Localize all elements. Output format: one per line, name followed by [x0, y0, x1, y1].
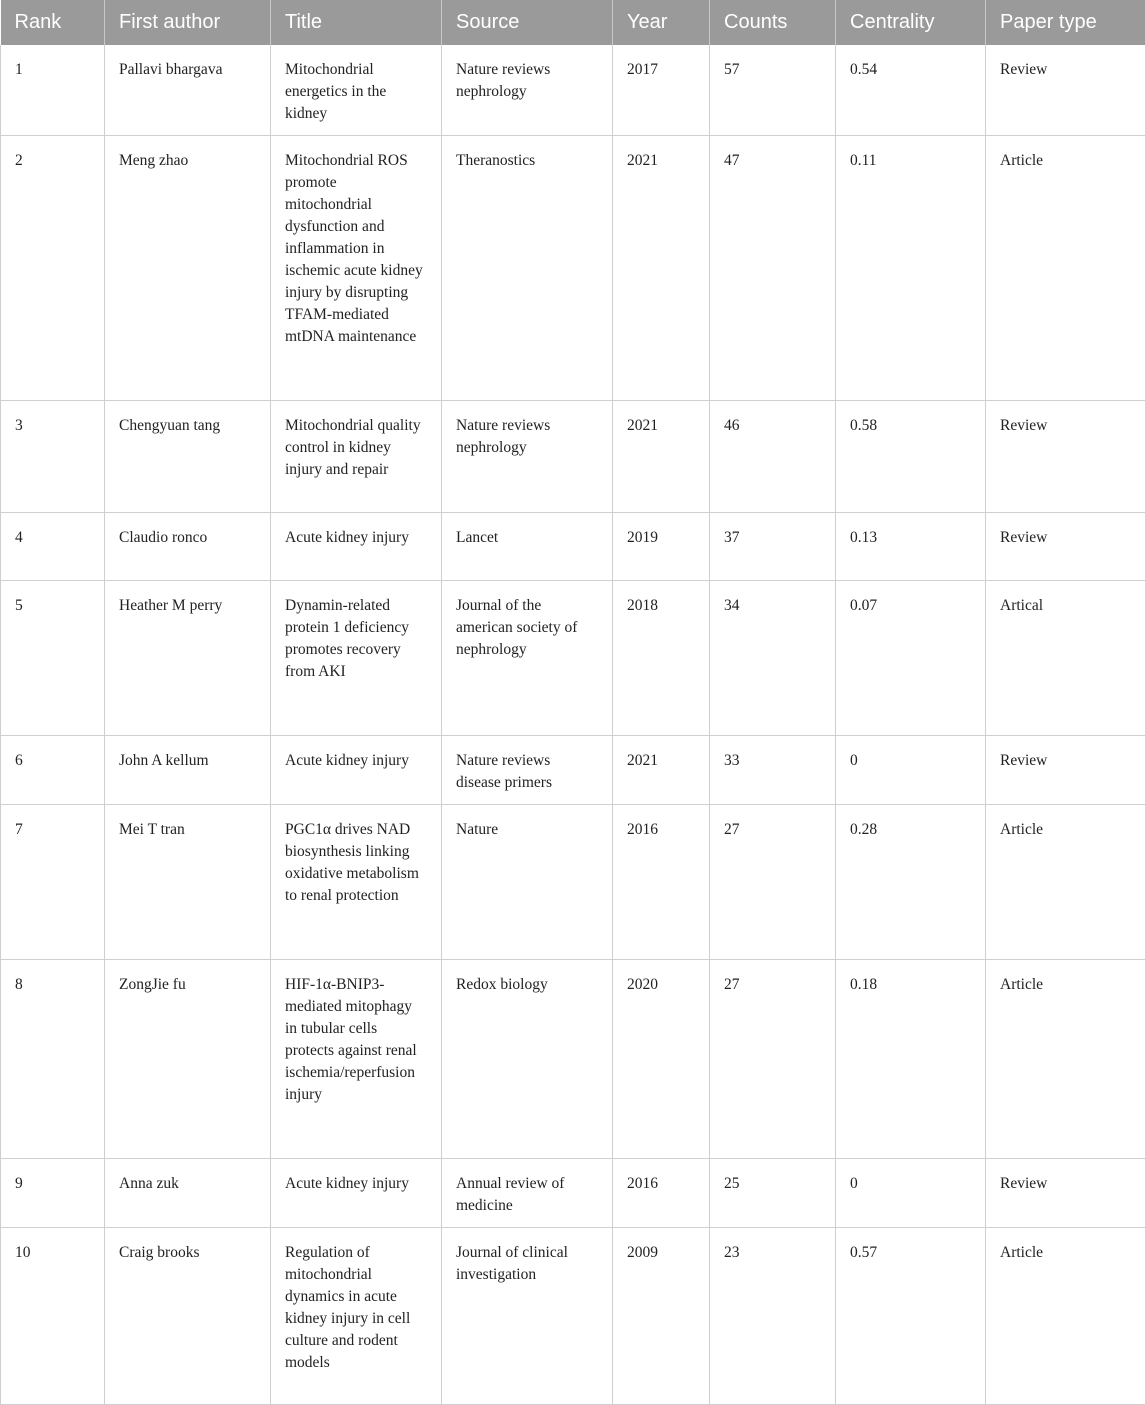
cell-paper-type: Review	[986, 401, 1145, 513]
cell-title: Acute kidney injury	[271, 513, 442, 581]
cell-centrality: 0	[836, 736, 986, 805]
table-body	[1, 45, 1145, 1405]
table-row	[1, 736, 1145, 805]
header-first-author: First author	[105, 0, 271, 45]
header-year: Year	[613, 0, 710, 45]
cell-centrality: 0.13	[836, 513, 986, 581]
cell-centrality: 0.57	[836, 1228, 986, 1405]
cell-year: 2020	[613, 960, 710, 1159]
table-row	[1, 1159, 1145, 1228]
cell-rank: 9	[1, 1159, 105, 1228]
cell-paper-type: Review	[986, 45, 1145, 136]
cell-title: Mitochondrial quality control in kidney injury and repair	[271, 401, 442, 513]
cell-centrality: 0.07	[836, 581, 986, 736]
cell-rank: 5	[1, 581, 105, 736]
cell-paper-type: Article	[986, 960, 1145, 1159]
cell-centrality: 0.18	[836, 960, 986, 1159]
cell-source: Journal of the american society of nephrology	[442, 581, 613, 736]
cell-paper-type: Review	[986, 1159, 1145, 1228]
cell-year: 2021	[613, 401, 710, 513]
table-row	[1, 1228, 1145, 1405]
cell-rank: 3	[1, 401, 105, 513]
table-row	[1, 136, 1145, 401]
cell-first-author: Anna zuk	[105, 1159, 271, 1228]
cell-first-author: Claudio ronco	[105, 513, 271, 581]
cell-year: 2019	[613, 513, 710, 581]
table-row	[1, 513, 1145, 581]
cell-counts: 27	[710, 960, 836, 1159]
cell-source: Nature reviews nephrology	[442, 45, 613, 136]
table-row	[1, 805, 1145, 960]
cell-paper-type: Review	[986, 736, 1145, 805]
cell-rank: 10	[1, 1228, 105, 1405]
cell-source: Theranostics	[442, 136, 613, 401]
cell-year: 2021	[613, 736, 710, 805]
cell-counts: 23	[710, 1228, 836, 1405]
cell-counts: 25	[710, 1159, 836, 1228]
cell-year: 2021	[613, 136, 710, 401]
cell-title: Regulation of mitochondrial dynamics in acute kidney injury in cell culture and rodent models	[271, 1228, 442, 1405]
cell-source: Lancet	[442, 513, 613, 581]
cell-centrality: 0.54	[836, 45, 986, 136]
cell-title: Mitochondrial ROS promote mitochondrial dysfunction and inflammation in ischemic acute kidney injury by disrupting TFAM-mediated mtDNA maintenance	[271, 136, 442, 401]
header-rank: Rank	[1, 0, 105, 45]
cell-title: Mitochondrial energetics in the kidney	[271, 45, 442, 136]
cell-rank: 7	[1, 805, 105, 960]
cell-paper-type: Article	[986, 805, 1145, 960]
cell-title: Acute kidney injury	[271, 1159, 442, 1228]
table-row	[1, 45, 1145, 136]
header-source: Source	[442, 0, 613, 45]
cell-first-author: John A kellum	[105, 736, 271, 805]
cell-paper-type: Article	[986, 1228, 1145, 1405]
table-row	[1, 581, 1145, 736]
cell-source: Nature	[442, 805, 613, 960]
table-row	[1, 401, 1145, 513]
cell-counts: 27	[710, 805, 836, 960]
cell-year: 2016	[613, 1159, 710, 1228]
cell-rank: 8	[1, 960, 105, 1159]
table-header-row	[1, 0, 1145, 45]
cell-title: PGC1α drives NAD biosynthesis linking oxidative metabolism to renal protection	[271, 805, 442, 960]
cell-first-author: Pallavi bhargava	[105, 45, 271, 136]
cell-source: Nature reviews nephrology	[442, 401, 613, 513]
cell-source: Redox biology	[442, 960, 613, 1159]
cell-counts: 57	[710, 45, 836, 136]
cell-paper-type: Article	[986, 136, 1145, 401]
cell-first-author: Chengyuan tang	[105, 401, 271, 513]
cell-centrality: 0.28	[836, 805, 986, 960]
cell-rank: 6	[1, 736, 105, 805]
cell-paper-type: Artical	[986, 581, 1145, 736]
cell-source: Journal of clinical investigation	[442, 1228, 613, 1405]
cell-year: 2016	[613, 805, 710, 960]
cell-centrality: 0	[836, 1159, 986, 1228]
header-centrality: Centrality	[836, 0, 986, 45]
cell-first-author: Meng zhao	[105, 136, 271, 401]
cell-rank: 1	[1, 45, 105, 136]
cell-first-author: Mei T tran	[105, 805, 271, 960]
cell-centrality: 0.11	[836, 136, 986, 401]
cell-year: 2009	[613, 1228, 710, 1405]
cell-source: Nature reviews disease primers	[442, 736, 613, 805]
cell-counts: 47	[710, 136, 836, 401]
cell-first-author: Heather M perry	[105, 581, 271, 736]
cell-title: Acute kidney injury	[271, 736, 442, 805]
cell-counts: 33	[710, 736, 836, 805]
cell-first-author: ZongJie fu	[105, 960, 271, 1159]
cell-first-author: Craig brooks	[105, 1228, 271, 1405]
header-counts: Counts	[710, 0, 836, 45]
cell-source: Annual review of medicine	[442, 1159, 613, 1228]
cell-rank: 2	[1, 136, 105, 401]
cell-counts: 37	[710, 513, 836, 581]
cell-year: 2017	[613, 45, 710, 136]
cell-year: 2018	[613, 581, 710, 736]
header-title: Title	[271, 0, 442, 45]
cell-paper-type: Review	[986, 513, 1145, 581]
cell-centrality: 0.58	[836, 401, 986, 513]
cell-rank: 4	[1, 513, 105, 581]
cell-counts: 46	[710, 401, 836, 513]
header-paper-type: Paper type	[986, 0, 1145, 45]
cell-counts: 34	[710, 581, 836, 736]
table-row	[1, 960, 1145, 1159]
cell-title: Dynamin-related protein 1 deficiency promotes recovery from AKI	[271, 581, 442, 736]
cell-title: HIF-1α-BNIP3-mediated mitophagy in tubular cells protects against renal ischemia/reperfusion injury	[271, 960, 442, 1159]
